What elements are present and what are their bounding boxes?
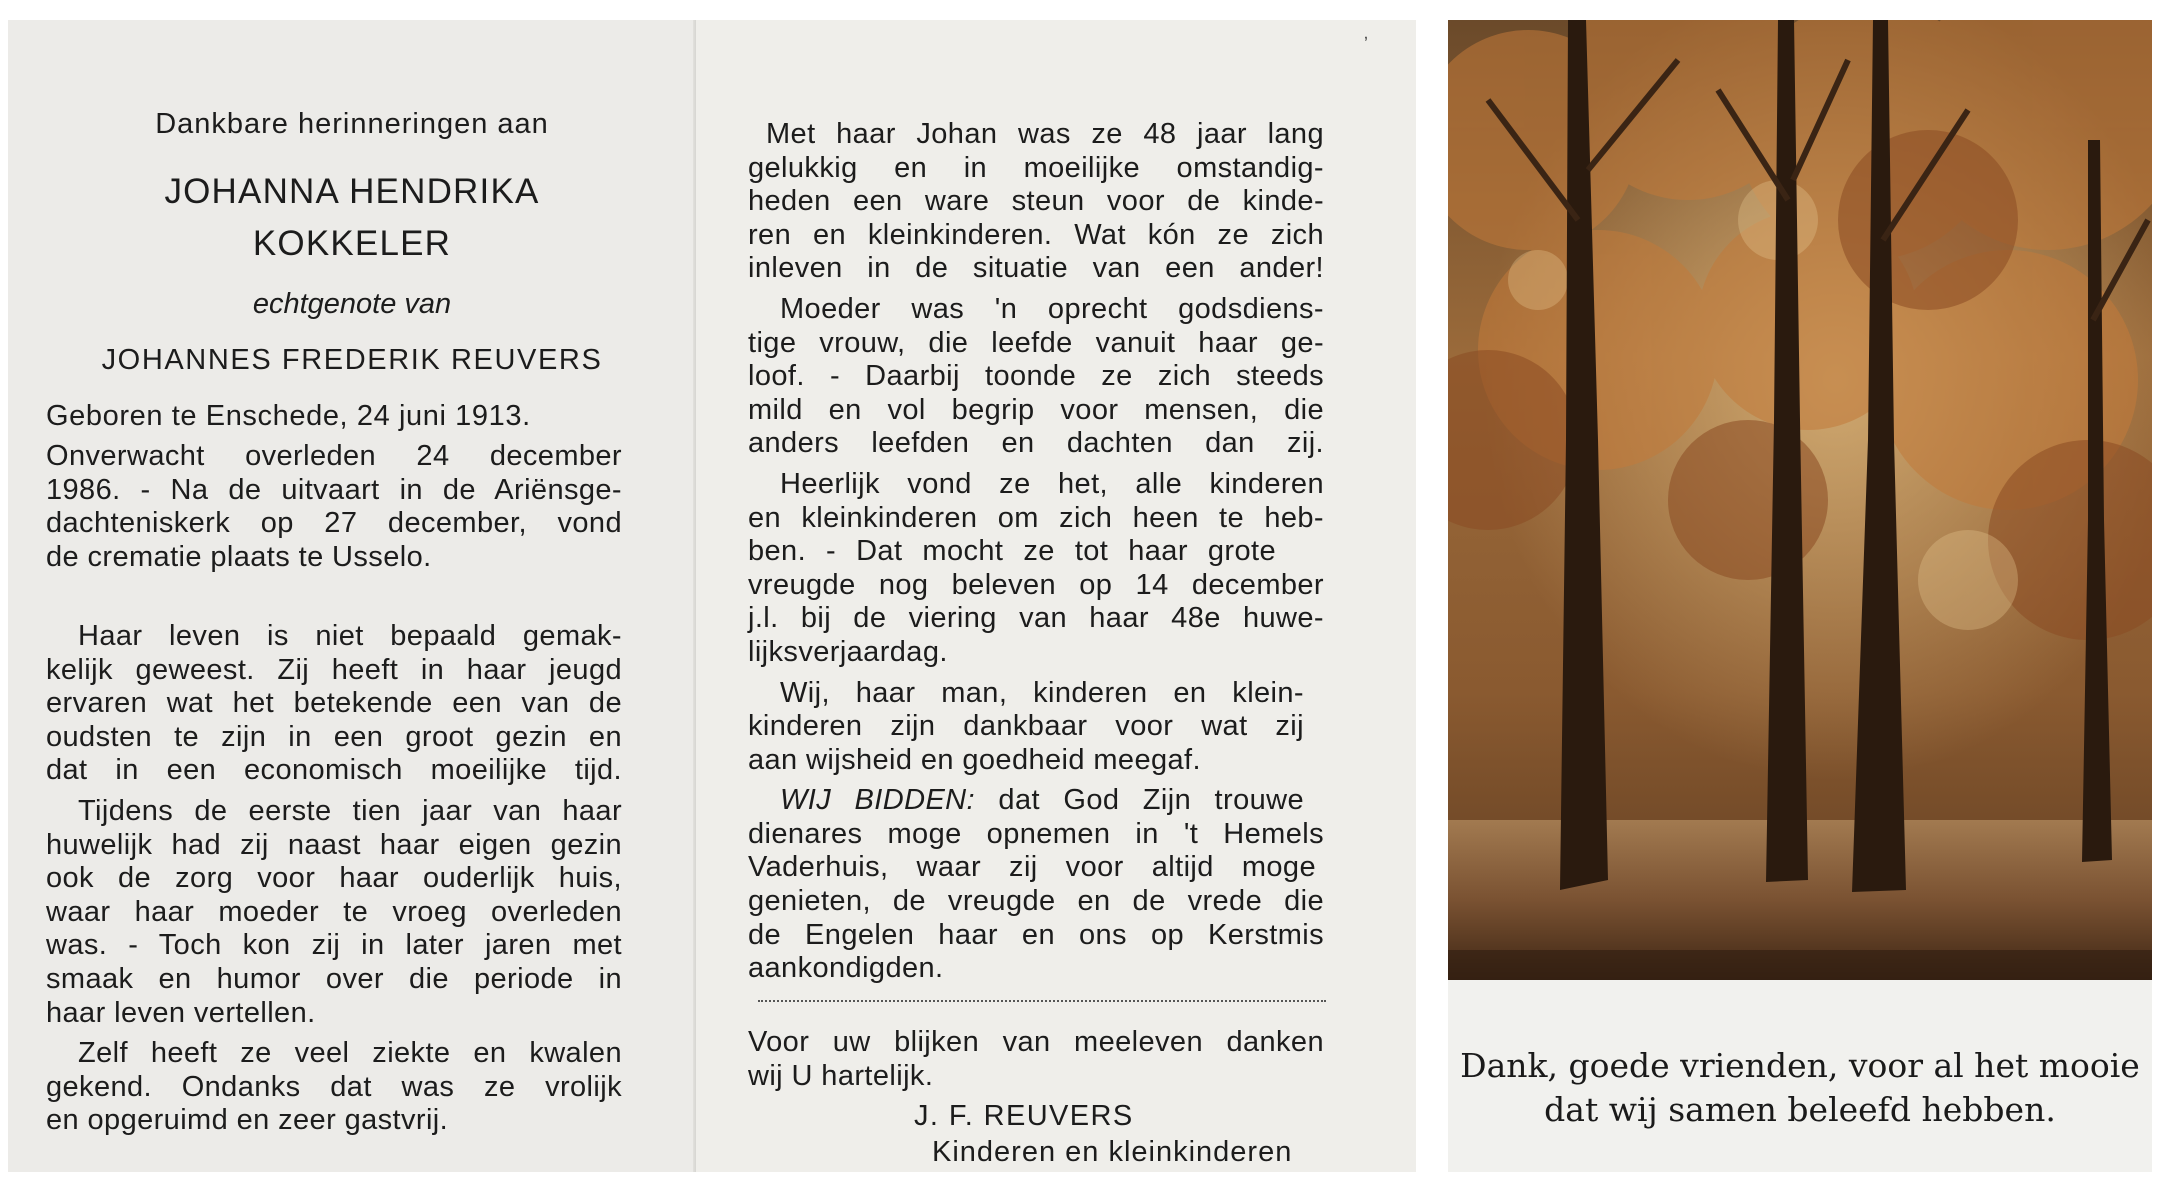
text-line: gelukkig en in moeilijke omstandig- bbox=[748, 151, 1324, 184]
thanks-text bbox=[748, 1026, 1324, 1093]
text-line: genieten, de vreugde en de vrede die bbox=[748, 885, 1324, 918]
text-line: Voor uw blijken van meeleven danken bbox=[748, 1026, 1324, 1058]
text-line: en opgeruimd en zeer gastvrij. bbox=[46, 1104, 449, 1137]
text-line: kelijk geweest. Zij heeft in haar jeugd bbox=[46, 653, 622, 686]
memorial-heading: Dankbare herinneringen aan bbox=[155, 108, 549, 140]
paragraph bbox=[748, 468, 1324, 670]
prayer-paragraph bbox=[748, 784, 1324, 986]
text-line: de Engelen haar en ons op Kerstmis bbox=[748, 918, 1324, 951]
separator-line bbox=[758, 1000, 1326, 1002]
prayer-label: WIJ BIDDEN: bbox=[780, 784, 975, 817]
text-line: 1986. - Na de uitvaart in de Ariënsge- bbox=[46, 473, 622, 506]
text-line: was. - Toch kon zij in later jaren met bbox=[46, 929, 622, 962]
text-line: ook de zorg voor haar ouderlijk huis, bbox=[46, 862, 622, 895]
prayer-first-line: dat God Zijn trouwe bbox=[998, 784, 1304, 817]
text-line: inleven in de situatie van een ander! bbox=[748, 252, 1324, 285]
text-line: Wij, haar man, kinderen en klein- bbox=[780, 676, 1304, 709]
spouse-label: echtgenote van bbox=[252, 288, 452, 320]
text-line: loof. - Daarbij toonde ze zich steeds bbox=[748, 360, 1324, 393]
text-line: heden een ware steun voor de kinde- bbox=[748, 185, 1324, 218]
caption-line: dat wij samen beleefd hebben. bbox=[1544, 1090, 2056, 1129]
text-line: Moeder was 'n oprecht godsdiens- bbox=[780, 292, 1324, 325]
print-mark: ʼ bbox=[1364, 34, 1368, 54]
text-line: dat in een economisch moeilijke tijd. bbox=[46, 754, 622, 787]
paragraph bbox=[748, 118, 1324, 286]
photo-caption bbox=[1448, 1044, 2152, 1132]
tribute-text bbox=[748, 118, 1324, 993]
signature-family: Kinderen en kleinkinderen bbox=[932, 1136, 1293, 1168]
paragraph bbox=[46, 795, 622, 1030]
caption-line: Dank, goede vrienden, voor al het mooie bbox=[1460, 1046, 2140, 1085]
text-line: aankondigden. bbox=[748, 952, 944, 985]
paragraph bbox=[46, 1037, 622, 1138]
text-line: Met haar Johan was ze 48 jaar lang bbox=[766, 118, 1324, 150]
text-line: waar haar moeder te vroeg overleden bbox=[46, 895, 622, 928]
text-line: Onverwacht overleden 24 december bbox=[46, 440, 622, 472]
paragraph bbox=[46, 620, 622, 788]
text-line: Haar leven is niet bepaald gemak- bbox=[78, 620, 622, 652]
text-line: oudsten te zijn in een groot gezin en bbox=[46, 720, 622, 753]
spouse-name: JOHANNES FREDERIK REUVERS bbox=[101, 344, 603, 376]
right-card-panel bbox=[1448, 20, 2152, 1172]
paragraph bbox=[748, 677, 1324, 778]
text-line: ben. - Dat mocht ze tot haar grote bbox=[748, 535, 1276, 568]
text-line: haar leven vertellen. bbox=[46, 996, 316, 1029]
text-line: Tijdens de eerste tien jaar van haar bbox=[78, 794, 622, 827]
death-paragraph bbox=[46, 440, 622, 574]
text-line: dachteniskerk op 27 december, vond bbox=[46, 507, 622, 540]
text-line: dienares moge opnemen in 't Hemels bbox=[748, 817, 1324, 850]
text-line bbox=[748, 784, 1324, 818]
text-line: ervaren wat het betekende een van de bbox=[46, 687, 622, 720]
text-line: tige vrouw, die leefde vanuit haar ge- bbox=[748, 326, 1324, 359]
birth-line: Geboren te Enschede, 24 juni 1913. bbox=[46, 400, 531, 432]
text-line: lijksverjaardag. bbox=[748, 635, 948, 668]
text-line: huwelijk had zij naast haar eigen gezin bbox=[46, 828, 622, 861]
text-line: Heerlijk vond ze het, alle kinderen bbox=[780, 467, 1324, 500]
text-line: j.l. bij de viering van haar 48e huwe- bbox=[748, 602, 1324, 635]
autumn-forest-photo bbox=[1448, 20, 2152, 980]
signature-name: J. F. REUVERS bbox=[914, 1100, 1134, 1132]
text-line: anders leefden en dachten dan zij. bbox=[748, 427, 1324, 460]
text-line: Vaderhuis, waar zij voor altijd moge bbox=[748, 851, 1316, 884]
paragraph bbox=[748, 293, 1324, 461]
deceased-name-line1: JOHANNA HENDRIKA bbox=[164, 172, 540, 211]
deceased-name-line2: KOKKELER bbox=[252, 224, 452, 263]
text-line: en kleinkinderen om zich heen te heb- bbox=[748, 501, 1324, 534]
life-story bbox=[46, 620, 622, 1145]
middle-card-panel bbox=[696, 20, 1416, 1172]
text-line: kinderen zijn dankbaar voor wat zij bbox=[748, 710, 1304, 743]
text-line: ren en kleinkinderen. Wat kón ze zich bbox=[748, 218, 1324, 251]
text-line: wij U hartelijk. bbox=[748, 1059, 934, 1092]
text-line: Zelf heeft ze veel ziekte en kwalen bbox=[78, 1037, 622, 1070]
left-card-panel bbox=[8, 20, 696, 1172]
text-line: mild en vol begrip voor mensen, die bbox=[748, 393, 1324, 426]
text-line: smaak en humor over die periode in bbox=[46, 962, 622, 995]
text-line: gekend. Ondanks dat was ze vrolijk bbox=[46, 1070, 622, 1103]
text-line: de crematie plaats te Usselo. bbox=[46, 540, 432, 573]
text-line: aan wijsheid en goedheid meegaf. bbox=[748, 743, 1201, 776]
text-line: vreugde nog beleven op 14 december bbox=[748, 568, 1324, 601]
